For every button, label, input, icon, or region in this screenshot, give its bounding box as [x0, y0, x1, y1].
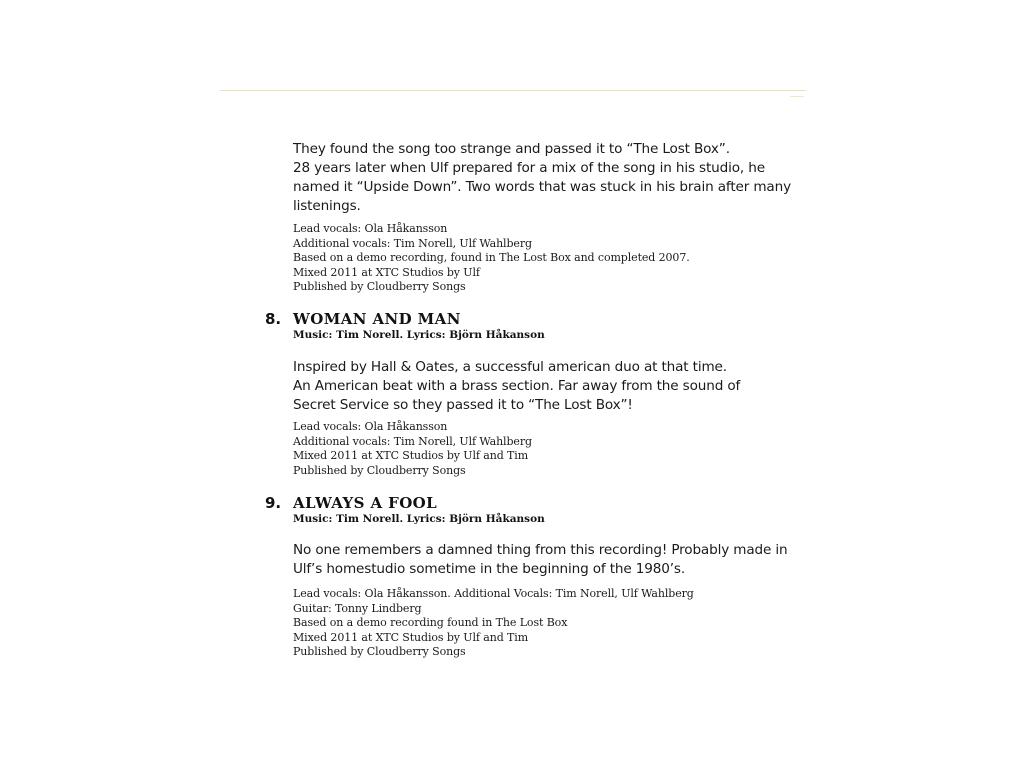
note-line: Based on a demo recording, found in The Lost Box and completed 2007. — [293, 251, 690, 265]
song-credits: Music: Tim Norell. Lyrics: Björn Håkanson — [293, 329, 545, 341]
paragraph-line: Ulf’s homestudio sometime in the beginning of the 1980’s. — [293, 561, 686, 577]
intro-paragraph — [293, 140, 793, 216]
song-title: WOMAN AND MAN — [293, 310, 461, 328]
paragraph-line: An American beat with a brass section. Far away from the sound of — [293, 378, 741, 394]
paragraph-line: No one remembers a damned thing from this recording! Probably made in — [293, 542, 788, 558]
paragraph-line: Inspired by Hall & Oates, a successful american duo at that time. — [293, 359, 727, 375]
note-line: Lead vocals: Ola Håkansson — [293, 222, 448, 235]
note-line: Additional vocals: Tim Norell, Ulf Wahlberg — [293, 434, 532, 448]
top-rule — [220, 90, 806, 91]
paragraph-line: Secret Service so they passed it to “The Lost Box”! — [293, 397, 633, 413]
top-rule-mark — [790, 96, 804, 97]
note-line: Mixed 2011 at XTC Studios by Ulf and Tim — [293, 449, 529, 463]
song-credits: Music: Tim Norell. Lyrics: Björn Håkanson — [293, 513, 545, 525]
song-paragraph — [293, 541, 793, 579]
paragraph-line: named it “Upside Down”. Two words that was stuck in his brain after many — [293, 179, 791, 195]
song-notes — [293, 587, 793, 660]
note-line: Based on a demo recording found in The Lost Box — [293, 616, 568, 630]
song-paragraph — [293, 358, 793, 415]
paragraph-line: 28 years later when Ulf prepared for a mix of the song in his studio, he — [293, 160, 765, 176]
paragraph-line: listenings. — [293, 198, 361, 214]
note-line: Mixed 2011 at XTC Studios by Ulf and Tim — [293, 630, 529, 644]
song-number: 9. — [265, 494, 282, 512]
note-line: Lead vocals: Ola Håkansson. Additional Vocals: Tim Norell, Ulf Wahlberg — [293, 587, 694, 600]
song-title: ALWAYS A FOOL — [293, 494, 438, 512]
note-line: Guitar: Tonny Lindberg — [293, 601, 422, 615]
song-notes — [293, 420, 793, 478]
note-line: Published by Cloudberry Songs — [293, 463, 466, 477]
note-line: Published by Cloudberry Songs — [293, 280, 466, 294]
intro-notes — [293, 222, 793, 295]
song-number: 8. — [265, 310, 282, 328]
note-line: Published by Cloudberry Songs — [293, 645, 466, 659]
note-line: Additional vocals: Tim Norell, Ulf Wahlberg — [293, 236, 532, 250]
paragraph-line: They found the song too strange and passed it to “The Lost Box”. — [293, 141, 730, 157]
note-line: Lead vocals: Ola Håkansson — [293, 420, 448, 433]
note-line: Mixed 2011 at XTC Studios by Ulf — [293, 265, 480, 279]
